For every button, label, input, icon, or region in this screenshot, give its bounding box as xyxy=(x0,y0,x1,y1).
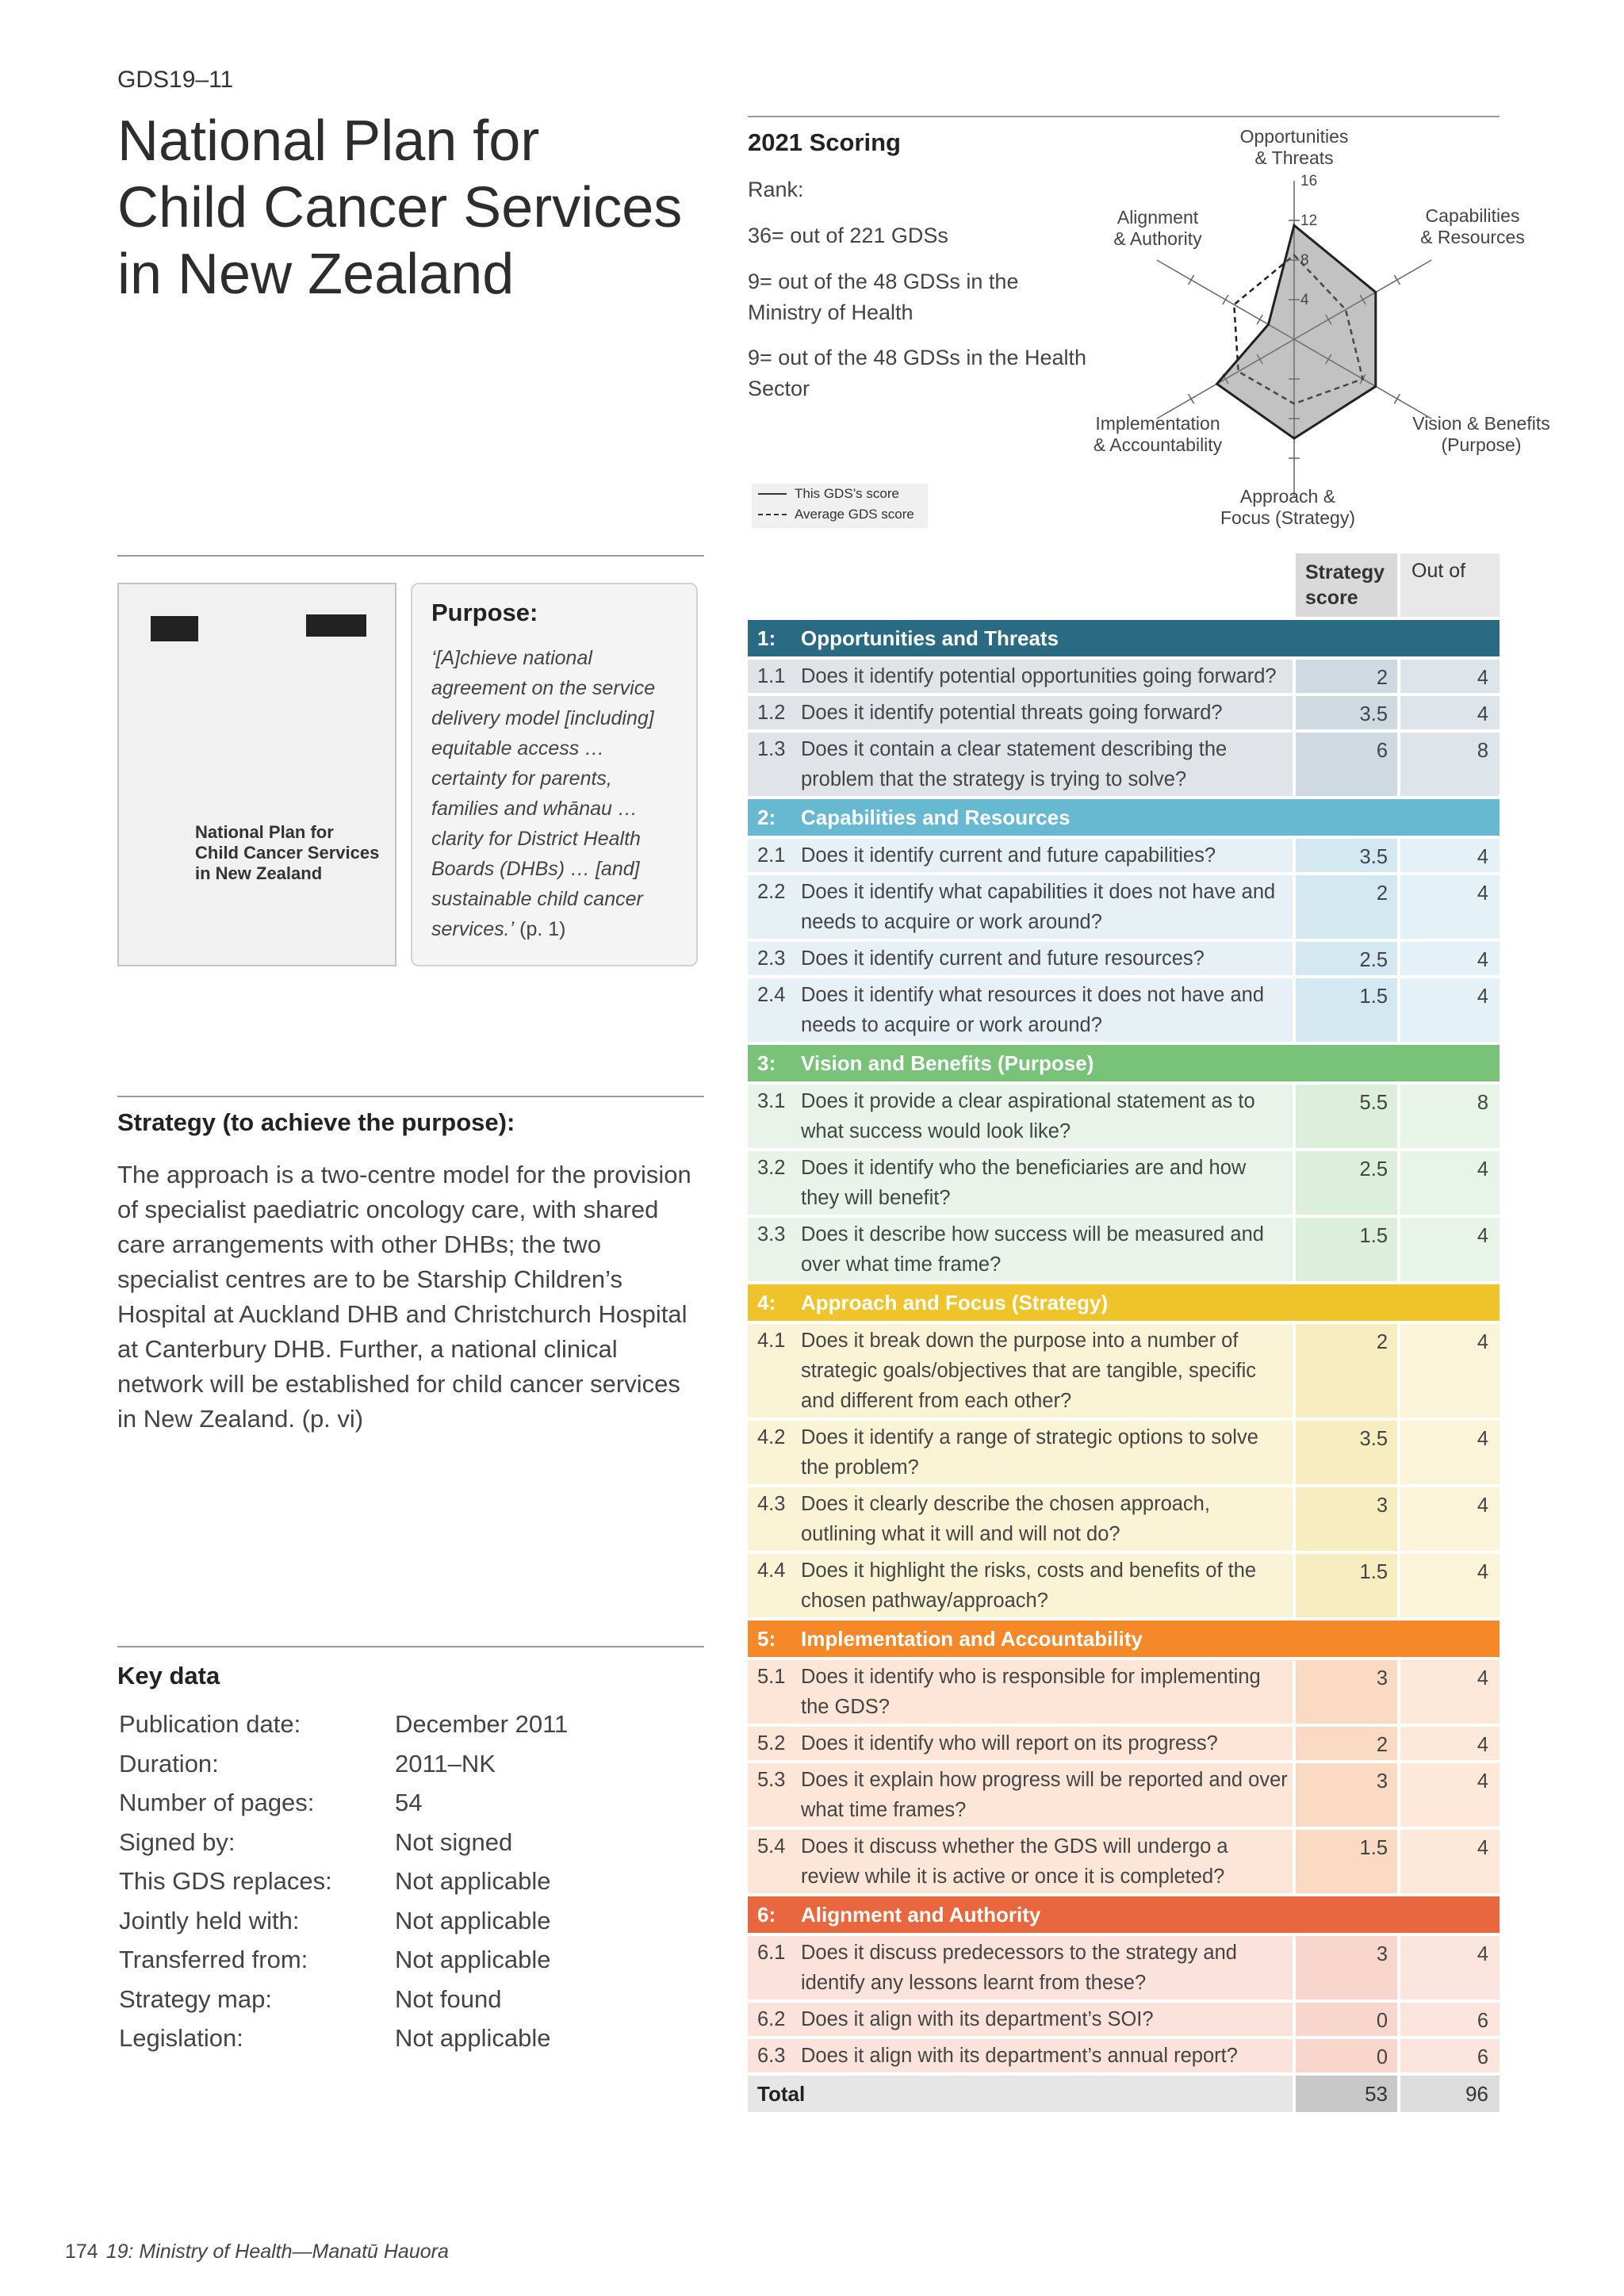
radar-axis-label: & Accountability xyxy=(1093,434,1223,455)
question-text: Does it identify what resources it does not have and needs to acquire or work around? xyxy=(801,978,1293,1042)
key-data-key: Publication date: xyxy=(119,1710,301,1738)
question-text: Does it clearly describe the chosen approach, outlining what it will and will not do? xyxy=(801,1487,1293,1551)
section-header xyxy=(748,1896,1500,1933)
rank-overall: 36= out of 221 GDSs xyxy=(748,224,948,247)
table-row xyxy=(748,2003,1500,2036)
strategy-score-cell: 3 xyxy=(1296,1660,1397,1724)
radar-axis-label: (Purpose) xyxy=(1441,434,1522,455)
radar-tick xyxy=(1394,275,1400,285)
section-number: 5: xyxy=(757,1626,776,1651)
section-header xyxy=(748,1045,1500,1081)
table-row xyxy=(748,1554,1500,1617)
out-of-cell: 4 xyxy=(1400,1660,1500,1724)
table-row xyxy=(748,1727,1500,1760)
section-title: Approach and Focus (Strategy) xyxy=(801,1290,1109,1314)
document-cover-image xyxy=(117,583,396,966)
out-of-cell: 4 xyxy=(1400,1763,1500,1827)
out-of-cell: 4 xyxy=(1400,839,1500,872)
page-footer xyxy=(65,2241,449,2263)
divider xyxy=(117,1646,704,1647)
scoring-title: 2021 Scoring xyxy=(748,128,901,156)
cover-caption-line: Child Cancer Services xyxy=(195,843,380,863)
radar-axis-label: & Resources xyxy=(1420,227,1525,247)
strategy-score-cell: 3 xyxy=(1296,1763,1397,1827)
strategy-score-cell: 3.5 xyxy=(1296,839,1397,872)
key-data-key: Transferred from: xyxy=(119,1946,308,1973)
key-data-row xyxy=(119,1980,568,2019)
question-text: Does it provide a clear aspirational statement as to what success would look like? xyxy=(801,1085,1293,1148)
legend-item-average xyxy=(752,504,928,525)
question-number: 3.3 xyxy=(748,1218,801,1281)
column-header-out-of: Out of xyxy=(1400,553,1500,617)
table-row xyxy=(748,660,1500,693)
question-text: Does it describe how success will be measured and over what time frame? xyxy=(801,1218,1293,1281)
strategy-score-cell: 5.5 xyxy=(1296,1085,1397,1148)
question-number: 1.2 xyxy=(748,696,801,729)
section-number: 3: xyxy=(757,1050,776,1075)
strategy-score-cell: 2 xyxy=(1296,1727,1397,1760)
radar-axis-label: Approach & xyxy=(1239,486,1336,507)
out-of-cell: 4 xyxy=(1400,978,1500,1042)
key-data-key: Duration: xyxy=(119,1749,219,1777)
key-data-key: Legislation: xyxy=(119,2024,243,2052)
table-row xyxy=(748,1487,1500,1551)
radar-tick xyxy=(1189,394,1194,404)
radar-tick-label: 12 xyxy=(1300,212,1318,229)
ministry-of-health-logo xyxy=(306,614,366,637)
radar-axis-label: Capabilities xyxy=(1425,205,1520,226)
section-header xyxy=(748,1621,1500,1657)
question-text: Does it identify what capabilities it does not have and needs to acquire or work around? xyxy=(801,875,1293,939)
table-row xyxy=(748,1660,1500,1724)
table-total-row xyxy=(748,2076,1500,2112)
key-data-value: Not signed xyxy=(395,1827,513,1856)
question-number: 1.3 xyxy=(748,733,801,796)
radar-axis-label: Implementation xyxy=(1095,413,1220,434)
section-header xyxy=(748,620,1500,656)
strategy-score-cell: 1.5 xyxy=(1296,1554,1397,1617)
table-row xyxy=(748,1763,1500,1827)
table-row xyxy=(748,1151,1500,1215)
divider xyxy=(117,555,704,557)
question-text: Does it identify potential opportunities going forward? xyxy=(801,660,1293,693)
radar-tick xyxy=(1257,315,1262,324)
legend-item-this-gds xyxy=(752,484,928,504)
strategy-score-cell: 1.5 xyxy=(1296,1218,1397,1281)
out-of-cell: 4 xyxy=(1400,1324,1500,1418)
radar-axis-label: & Authority xyxy=(1113,228,1202,249)
key-data-key: This GDS replaces: xyxy=(119,1867,332,1895)
out-of-cell: 4 xyxy=(1400,875,1500,939)
question-number: 2.3 xyxy=(748,942,801,975)
cover-caption-line: National Plan for xyxy=(195,822,334,842)
key-data-value: Not applicable xyxy=(395,1946,551,1973)
key-data-key: Jointly held with: xyxy=(119,1906,300,1934)
section-number: 1: xyxy=(757,626,776,650)
table-row xyxy=(748,1421,1500,1484)
solid-line-swatch xyxy=(758,493,787,495)
section-header xyxy=(748,1284,1500,1321)
strategy-score-cell: 2.5 xyxy=(1296,1151,1397,1215)
question-text: Does it identify potential threats going forward? xyxy=(801,696,1293,729)
question-number: 5.2 xyxy=(748,1727,801,1760)
legend-label: This GDS’s score xyxy=(795,486,899,501)
table-row xyxy=(748,839,1500,872)
question-number: 2.4 xyxy=(748,978,801,1042)
out-of-cell: 4 xyxy=(1400,1151,1500,1215)
strategy-score-cell: 3 xyxy=(1296,1487,1397,1551)
question-text: Does it identify a range of strategic options to solve the problem? xyxy=(801,1421,1293,1484)
table-row xyxy=(748,2039,1500,2072)
question-text: Does it discuss predecessors to the strategy and identify any lessons learnt from these? xyxy=(801,1936,1293,1999)
key-data-row xyxy=(119,1783,568,1823)
section-title: Vision and Benefits (Purpose) xyxy=(801,1050,1094,1075)
out-of-cell: 4 xyxy=(1400,660,1500,693)
rank-department: 9= out of the 48 GDSs in the Ministry of Health xyxy=(748,270,1019,324)
out-of-cell: 4 xyxy=(1400,1218,1500,1281)
purpose-quote: ‘[A]chieve national agreement on the service delivery model [including] equitable access … certainty for parents, families and whānau … clarity for District Health Boards (DHBs) … [and] sustainable child cancer services.’ xyxy=(431,647,656,940)
question-text: Does it identify who is responsible for implementing the GDS? xyxy=(801,1660,1293,1724)
section-header xyxy=(748,799,1500,836)
radar-tick-label: 16 xyxy=(1300,173,1318,189)
question-text: Does it highlight the risks, costs and benefits of the chosen pathway/approach? xyxy=(801,1554,1293,1617)
key-data-value: Not applicable xyxy=(395,1906,551,1934)
question-number: 4.2 xyxy=(748,1421,801,1484)
question-number: 6.2 xyxy=(748,2003,801,2036)
question-text: Does it contain a clear statement describing the problem that the strategy is trying to solve? xyxy=(801,733,1293,796)
scoring-table xyxy=(748,553,1500,2112)
table-row xyxy=(748,733,1500,796)
key-data-value: Not applicable xyxy=(395,1867,551,1895)
table-body xyxy=(748,620,1500,2072)
rank-label: Rank: xyxy=(748,178,804,201)
key-data-value: Not found xyxy=(395,1984,502,2013)
out-of-cell: 6 xyxy=(1400,2039,1500,2072)
section-title: Alignment and Authority xyxy=(801,1902,1041,1927)
section-title: Opportunities and Threats xyxy=(801,626,1059,650)
out-of-cell: 4 xyxy=(1400,942,1500,975)
title-line: Child Cancer Services xyxy=(117,176,683,239)
section-number: 4: xyxy=(757,1290,776,1314)
purpose-heading: Purpose: xyxy=(431,599,538,626)
question-number: 3.2 xyxy=(748,1151,801,1215)
key-data-row xyxy=(119,2019,568,2058)
dashed-line-swatch xyxy=(758,514,787,515)
strategy-score-cell: 3 xyxy=(1296,1936,1397,1999)
strategy-score-cell: 2 xyxy=(1296,875,1397,939)
question-text: Does it identify who will report on its progress? xyxy=(801,1727,1293,1760)
key-data-key: Number of pages: xyxy=(119,1789,315,1816)
key-data-row xyxy=(119,1940,568,1980)
out-of-cell: 4 xyxy=(1400,1830,1500,1893)
question-number: 2.1 xyxy=(748,839,801,872)
key-data-row xyxy=(119,1901,568,1941)
radar-tick-label: 4 xyxy=(1300,292,1309,308)
question-number: 5.3 xyxy=(748,1763,801,1827)
strategy-score-cell: 1.5 xyxy=(1296,978,1397,1042)
section-number: 2: xyxy=(757,805,776,829)
question-text: Does it identify current and future resources? xyxy=(801,942,1293,975)
legend-label: Average GDS score xyxy=(795,507,914,522)
key-data-key: Strategy map: xyxy=(119,1984,272,2013)
total-out-of: 96 xyxy=(1400,2076,1500,2112)
cover-caption-line: in New Zealand xyxy=(195,863,323,883)
divider xyxy=(117,1096,704,1097)
page-number: 174 xyxy=(65,2241,98,2263)
total-score: 53 xyxy=(1296,2076,1397,2112)
strategy-score-cell: 3.5 xyxy=(1296,1421,1397,1484)
document-code: GDS19–11 xyxy=(117,67,234,93)
table-row xyxy=(748,1218,1500,1281)
radar-chart xyxy=(1055,119,1550,531)
chart-legend xyxy=(752,484,928,528)
out-of-cell: 4 xyxy=(1400,1421,1500,1484)
radar-tick xyxy=(1394,394,1400,404)
out-of-cell: 4 xyxy=(1400,1554,1500,1617)
out-of-cell: 4 xyxy=(1400,1936,1500,1999)
strategy-score-cell: 6 xyxy=(1296,733,1397,796)
radar-axis-label: Vision & Benefits xyxy=(1412,413,1550,434)
table-row xyxy=(748,1085,1500,1148)
key-data-key: Signed by: xyxy=(119,1827,236,1856)
question-number: 5.4 xyxy=(748,1830,801,1893)
table-row xyxy=(748,1324,1500,1418)
footer-section: 19: Ministry of Health—Manatū Hauora xyxy=(105,2241,449,2263)
key-data-value: 54 xyxy=(395,1789,423,1816)
section-title: Implementation and Accountability xyxy=(801,1626,1143,1651)
out-of-cell: 8 xyxy=(1400,1085,1500,1148)
table-row xyxy=(748,942,1500,975)
question-text: Does it align with its department’s annual report? xyxy=(801,2039,1293,2072)
rank-sector: 9= out of the 48 GDSs in the Health Sector xyxy=(748,346,1087,400)
strategy-score-cell: 0 xyxy=(1296,2039,1397,2072)
cover-caption xyxy=(195,822,379,884)
strategy-score-cell: 2.5 xyxy=(1296,942,1397,975)
strategy-score-cell: 0 xyxy=(1296,2003,1397,2036)
table-row xyxy=(748,1830,1500,1893)
table-row xyxy=(748,875,1500,939)
radar-axis-label: Focus (Strategy) xyxy=(1220,507,1355,528)
question-text: Does it explain how progress will be reported and over what time frames? xyxy=(801,1763,1293,1827)
key-data-row xyxy=(119,1823,568,1862)
question-number: 4.1 xyxy=(748,1324,801,1418)
strategy-score-cell: 2 xyxy=(1296,660,1397,693)
question-number: 4.3 xyxy=(748,1487,801,1551)
purpose-text xyxy=(431,643,677,944)
key-data-heading: Key data xyxy=(117,1662,220,1689)
section-title: Capabilities and Resources xyxy=(801,805,1071,829)
question-text: Does it discuss whether the GDS will undergo a review while it is active or once it is completed? xyxy=(801,1830,1293,1893)
total-label: Total xyxy=(748,2076,1293,2112)
question-number: 1.1 xyxy=(748,660,801,693)
question-text: Does it align with its department’s SOI? xyxy=(801,2003,1293,2036)
question-number: 2.2 xyxy=(748,875,801,939)
page-title xyxy=(117,108,720,308)
question-number: 3.1 xyxy=(748,1085,801,1148)
radar-axis-label: Alignment xyxy=(1116,207,1199,228)
key-data-value: 2011–NK xyxy=(395,1749,496,1777)
strategy-text: The approach is a two-centre model for the provision of specialist paediatric oncology care, with shared care arrangements with other DHBs; the two specialist centres are to be Starship Children’s Hospital at Auckland DHB and Christchurch Hospital at Canterbury DHB. Further, a national clinical network will be established for child cancer services in New Zealand. (p. vi) xyxy=(117,1161,691,1433)
divider xyxy=(748,116,1500,117)
key-data-value: December 2011 xyxy=(395,1710,569,1738)
purpose-page-ref: (p. 1) xyxy=(514,918,566,940)
column-header-strategy-score: Strategy score xyxy=(1296,553,1397,617)
question-number: 6.3 xyxy=(748,2039,801,2072)
title-line: National Plan for xyxy=(117,109,540,173)
question-number: 5.1 xyxy=(748,1660,801,1724)
out-of-cell: 4 xyxy=(1400,696,1500,729)
radar-axis-label: Opportunities xyxy=(1239,126,1349,147)
question-text: Does it break down the purpose into a number of strategic goals/objectives that are tangible, specific and different from each other? xyxy=(801,1324,1293,1418)
out-of-cell: 4 xyxy=(1400,1727,1500,1760)
table-header xyxy=(748,553,1500,617)
purpose-box xyxy=(411,583,698,966)
question-text: Does it identify who the beneficiaries are and how they will benefit? xyxy=(801,1151,1293,1215)
strategy-heading: Strategy (to achieve the purpose): xyxy=(117,1108,515,1136)
strategy-score-cell: 1.5 xyxy=(1296,1830,1397,1893)
table-row xyxy=(748,1936,1500,1999)
out-of-cell: 6 xyxy=(1400,2003,1500,2036)
key-data-row xyxy=(119,1862,568,1901)
radar-axis-label: & Threats xyxy=(1254,147,1334,168)
question-number: 6.1 xyxy=(748,1936,801,1999)
key-data-value: Not applicable xyxy=(395,2024,551,2052)
radar-tick xyxy=(1223,295,1228,304)
radar-tick xyxy=(1189,275,1194,285)
out-of-cell: 4 xyxy=(1400,1487,1500,1551)
radar-tick-label: 8 xyxy=(1300,252,1309,269)
table-row xyxy=(748,696,1500,729)
national-health-board-logo xyxy=(151,616,198,641)
key-data-row xyxy=(119,1705,568,1744)
section-number: 6: xyxy=(757,1902,776,1927)
key-data-row xyxy=(119,1744,568,1784)
title-line: in New Zealand xyxy=(117,243,515,306)
strategy-score-cell: 2 xyxy=(1296,1324,1397,1418)
key-data-list xyxy=(119,1705,568,2058)
question-number: 4.4 xyxy=(748,1554,801,1617)
strategy-score-cell: 3.5 xyxy=(1296,696,1397,729)
gds-score-polygon xyxy=(1217,225,1376,438)
question-text: Does it identify current and future capabilities? xyxy=(801,839,1293,872)
out-of-cell: 8 xyxy=(1400,733,1500,796)
table-row xyxy=(748,978,1500,1042)
